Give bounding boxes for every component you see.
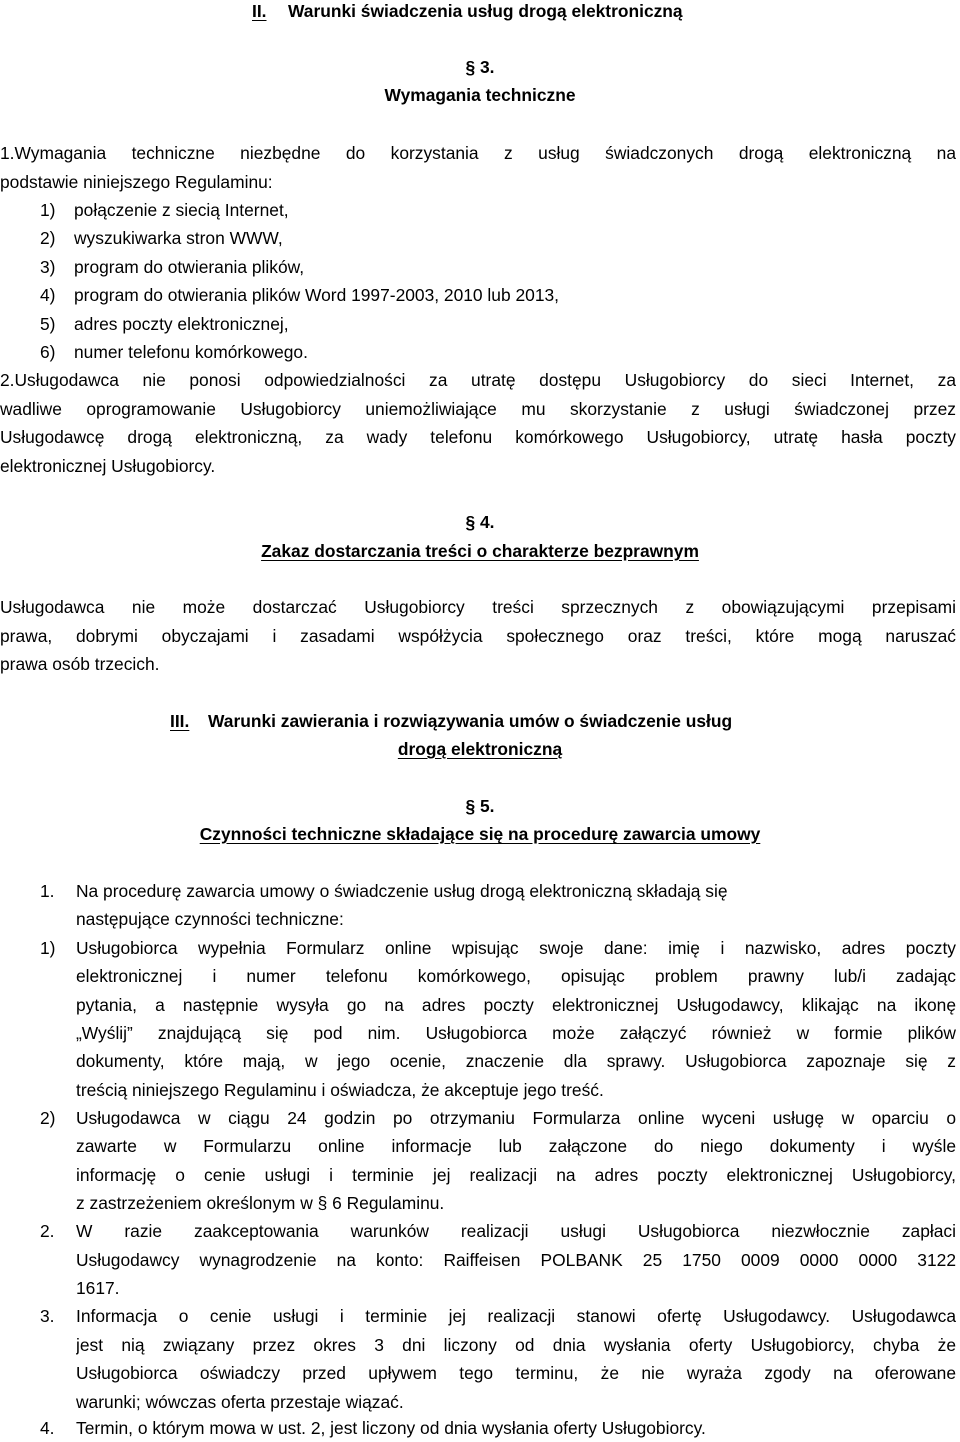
text-line: Usługobiorca oświadczy przed upływem tego terminu, że nie wyraża zgody na oferowane [76,1363,956,1383]
text-line: prawa osób trzecich. [0,654,160,674]
list-item-number: 1) [40,938,56,958]
section-heading-iii [170,710,733,732]
text-line: wadliwe oprogramowanie Usługobiorcy uniemożliwiające mu skorzystanie z usługi świadczonej przez [0,399,956,419]
list-item-number: 5) [40,314,56,334]
list-item-number: 2) [40,1108,56,1128]
text-line: 1.Wymagania techniczne niezbędne do korzystania z usług świadczonych drogą elektroniczną na [0,143,956,163]
list-item-number: 3. [40,1306,55,1326]
paragraph-label-5: § 5. [465,796,495,816]
section-title-continued: drogą elektroniczną [397,739,563,759]
text-line: Informacja o cenie usługi i terminie jej realizacji stanowi ofertę Usługodawcy. Usługodawca [76,1306,956,1326]
text-line: z zastrzeżeniem określonym w § 6 Regulaminu. [76,1193,445,1213]
text-line: W razie zaakceptowania warunków realizacji usługi Usługobiorca niezwłocznie zapłaci [76,1221,956,1241]
list-item-number: 1. [40,881,55,901]
text-line: pytania, a następnie wysyła go na adres poczty elektronicznej Usługodawcy, klikając na ikonę [76,995,956,1015]
section-numeral: III. [170,711,190,731]
section-numeral: II. [252,1,267,21]
list-item [40,313,289,335]
text-line: Usługodawcy wynagrodzenie na konto: Raiffeisen POLBANK 25 1750 0009 0000 0000 3122 [76,1250,956,1270]
list-item [40,284,559,306]
text-line: Termin, o którym mowa w ust. 2, jest liczony od dnia wysłania oferty Usługobiorcy. [76,1418,706,1438]
list-item-text: wyszukiwarka stron WWW, [74,228,283,248]
paragraph-label-4: § 4. [465,512,495,532]
text-line: jest nią związany przez okres 3 dni liczony od dnia wysłania oferty Usługobiorcy, chyba że [76,1335,956,1355]
list-item-number: 6) [40,342,56,362]
text-line: Na procedurę zawarcia umowy o świadczenie usług drogą elektroniczną składają się [76,881,728,901]
list-item-text: program do otwierania plików Word 1997-2003, 2010 lub 2013, [74,285,559,305]
list-item-number: 1) [40,200,56,220]
text-line: podstawie niniejszego Regulaminu: [0,172,273,192]
text-line: „Wyślij” znajdującą się pod nim. Usługobiorca może załączyć również w formie plików [76,1023,956,1043]
list-item-number: 2. [40,1221,55,1241]
text-line: Usługodawca w ciągu 24 godzin po otrzymaniu Formularza online wyceni usługę w oparciu o [76,1108,956,1128]
list-item-number: 2) [40,228,56,248]
list-item-number: 3) [40,257,56,277]
list-item-text: adres poczty elektronicznej, [74,314,289,334]
text-line: elektronicznej i numer telefonu komórkowego, opisując problem prawny lub/i zadając [76,966,956,986]
list-item-number: 4) [40,285,56,305]
section-title: Warunki świadczenia usług drogą elektroniczną [288,1,683,21]
text-line: następujące czynności techniczne: [76,909,344,929]
section-title: Warunki zawierania i rozwiązywania umów o świadczenie usług [208,711,733,731]
text-line: 2.Usługodawca nie ponosi odpowiedzialności za utratę dostępu Usługobiorcy do sieci Internet, za [0,370,956,390]
text-line: treścią niniejszego Regulaminu i oświadcza, że akceptuje jego treść. [76,1080,604,1100]
list-item-text: numer telefonu komórkowego. [74,342,308,362]
list-item [40,341,308,363]
text-line: dokumenty, które mają, w jego ocenie, znaczenie dla sprawy. Usługobiorca zapoznaje się z [76,1051,956,1071]
list-item-text: program do otwierania plików, [74,257,305,277]
list-item [40,227,283,249]
text-line: Usługodawcę drogą elektroniczną, za wady telefonu komórkowego Usługobiorcy, utratę hasła poczty [0,427,956,447]
list-item [40,256,305,278]
text-line: Usługodawca nie może dostarczać Usługobiorcy treści sprzecznych z obowiązującymi przepisami [0,597,956,617]
list-item [40,199,289,221]
paragraph-title-5: Czynności techniczne składające się na procedurę zawarcia umowy [199,824,761,844]
text-line: Usługobiorca wypełnia Formularz online wpisując swoje dane: imię i nazwisko, adres poczty [76,938,956,958]
text-line: warunki; wówczas oferta przestaje wiązać. [76,1392,404,1412]
text-line: elektronicznej Usługobiorcy. [0,456,216,476]
paragraph-title-3: Wymagania techniczne [384,85,576,105]
list-item-number: 4. [40,1418,55,1438]
paragraph-label-3: § 3. [465,57,495,77]
section-heading-ii [252,0,683,22]
paragraph-title-4: Zakaz dostarczania treści o charakterze bezprawnym [261,541,699,561]
text-line: zawarte w Formularzu online informacje lub załączone do niego dokumenty i wyśle [76,1136,956,1156]
text-line: informację o cenie usługi i terminie jej realizacji na adres poczty elektronicznej Usługobiorcy, [76,1165,956,1185]
list-item-text: połączenie z siecią Internet, [74,200,289,220]
text-line: 1617. [76,1278,120,1298]
text-line: prawa, dobrymi obyczajami i zasadami współżycia społecznego oraz treści, które mogą naruszać [0,626,956,646]
